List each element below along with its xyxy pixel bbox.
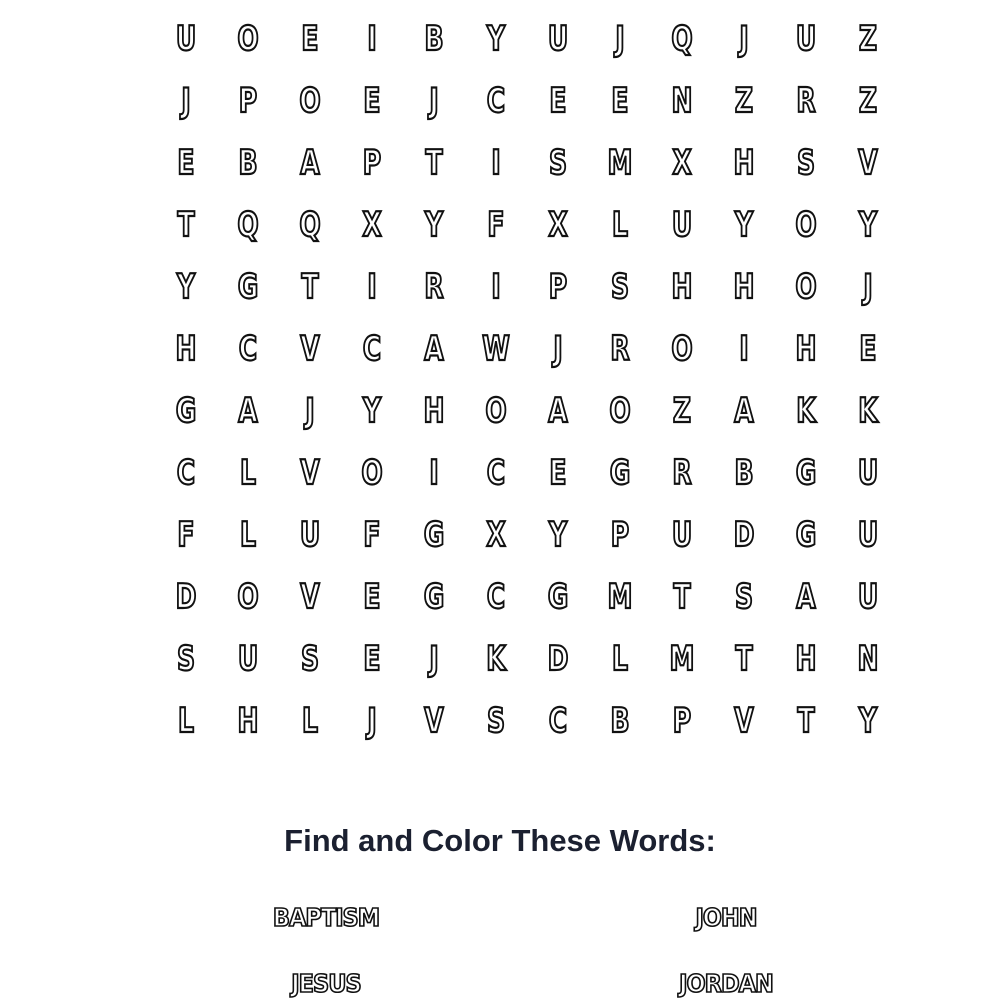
grid-letter: Z <box>734 81 754 121</box>
grid-letter: I <box>491 267 501 307</box>
grid-letter: H <box>795 639 817 679</box>
grid-letter: R <box>610 329 630 369</box>
grid-letter: H <box>423 391 445 431</box>
grid-letter: S <box>176 639 196 679</box>
grid-letter: R <box>672 453 692 493</box>
grid-letter: G <box>423 515 445 555</box>
grid-letter: J <box>305 391 315 431</box>
grid-letter: B <box>238 143 258 183</box>
grid-letter: H <box>175 329 197 369</box>
grid-letter: S <box>796 143 816 183</box>
grid-letter: C <box>548 701 568 741</box>
grid-letter: X <box>548 205 568 245</box>
grid-letter: L <box>240 515 256 555</box>
grid-letter: Y <box>548 515 568 555</box>
grid-letter: Q <box>237 205 259 245</box>
grid-letter: E <box>363 81 381 121</box>
grid-letter: L <box>240 453 256 493</box>
grid-letter: U <box>795 19 817 59</box>
grid-letter: E <box>549 453 567 493</box>
grid-letter: E <box>549 81 567 121</box>
grid-letter: O <box>795 205 817 245</box>
grid-letter: L <box>178 701 194 741</box>
grid-letter: V <box>300 329 320 369</box>
grid-letter: S <box>548 143 568 183</box>
grid-letter: Q <box>671 19 693 59</box>
grid-letter: J <box>615 19 625 59</box>
grid-letter: J <box>429 81 439 121</box>
grid-letter: Y <box>858 701 878 741</box>
grid-letter: H <box>795 329 817 369</box>
grid-letter: U <box>547 19 569 59</box>
grid-letter: R <box>796 81 816 121</box>
grid-letter: G <box>175 391 197 431</box>
grid-letter: H <box>671 267 693 307</box>
grid-letter: U <box>175 19 197 59</box>
grid-letter: H <box>237 701 259 741</box>
grid-letter: E <box>363 577 381 617</box>
grid-letter: V <box>300 453 320 493</box>
grid-letter: Y <box>486 19 506 59</box>
grid-letter: A <box>548 391 568 431</box>
grid-letter: O <box>299 81 321 121</box>
grid-letter: A <box>300 143 320 183</box>
grid-letter: P <box>610 515 630 555</box>
grid-letter: C <box>486 81 506 121</box>
grid-letter: D <box>175 577 197 617</box>
grid-letter: S <box>610 267 630 307</box>
grid-letter: A <box>238 391 258 431</box>
grid-letter: M <box>669 639 695 679</box>
grid-letter: Y <box>424 205 444 245</box>
grid-letter: P <box>672 701 692 741</box>
grid-letter: Q <box>299 205 321 245</box>
grid-letter: S <box>300 639 320 679</box>
grid-letter: X <box>486 515 506 555</box>
grid-letter: R <box>424 267 444 307</box>
grid-letter: P <box>238 81 258 121</box>
grid-letter: V <box>734 701 754 741</box>
grid-letter: M <box>607 577 633 617</box>
grid-letter: O <box>795 267 817 307</box>
grid-letter: Y <box>176 267 196 307</box>
grid-letter: A <box>734 391 754 431</box>
grid-letter: C <box>176 453 196 493</box>
grid-letter: Z <box>672 391 692 431</box>
grid-letter: H <box>733 143 755 183</box>
grid-letter: I <box>367 267 377 307</box>
grid-letter: O <box>671 329 693 369</box>
grid-letter: I <box>429 453 439 493</box>
word-to-find: JORDAN <box>679 969 773 998</box>
grid-letter: T <box>797 701 815 741</box>
grid-letter: L <box>612 205 628 245</box>
grid-letter: E <box>177 143 195 183</box>
word-to-find: JESUS <box>291 969 361 998</box>
grid-letter: B <box>610 701 630 741</box>
grid-letter: Y <box>734 205 754 245</box>
grid-letter: M <box>607 143 633 183</box>
grid-letter: K <box>858 391 878 431</box>
grid-letter: F <box>487 205 505 245</box>
grid-letter: O <box>485 391 507 431</box>
grid-letter: U <box>857 577 879 617</box>
grid-letter: U <box>671 515 693 555</box>
grid-letter: T <box>177 205 195 245</box>
grid-letter: O <box>361 453 383 493</box>
grid-letter: Z <box>858 81 878 121</box>
grid-letter: X <box>672 143 692 183</box>
grid-letter: A <box>424 329 444 369</box>
grid-letter: P <box>548 267 568 307</box>
grid-letter: T <box>735 639 753 679</box>
word-to-find: JOHN <box>695 903 757 932</box>
grid-letter: Y <box>362 391 382 431</box>
grid-letter: U <box>671 205 693 245</box>
grid-letter: O <box>609 391 631 431</box>
grid-letter: G <box>237 267 259 307</box>
grid-letter: U <box>299 515 321 555</box>
grid-letter: E <box>301 19 319 59</box>
grid-letter: H <box>733 267 755 307</box>
grid-letter: U <box>857 515 879 555</box>
grid-letter: T <box>301 267 319 307</box>
grid-letter: I <box>739 329 749 369</box>
grid-letter: C <box>238 329 258 369</box>
grid-letter: J <box>429 639 439 679</box>
grid-letter: C <box>486 453 506 493</box>
grid-letter: I <box>491 143 501 183</box>
grid-letter: C <box>362 329 382 369</box>
grid-letter: I <box>367 19 377 59</box>
grid-letter: V <box>858 143 878 183</box>
grid-letter: B <box>424 19 444 59</box>
grid-letter: S <box>486 701 506 741</box>
grid-letter: J <box>181 81 191 121</box>
grid-letter: U <box>857 453 879 493</box>
grid-letter: N <box>671 81 693 121</box>
word-to-find: BAPTISM <box>272 903 380 932</box>
word-search-grid <box>155 8 899 752</box>
grid-letter: G <box>423 577 445 617</box>
grid-letter: C <box>486 577 506 617</box>
grid-letter: E <box>859 329 877 369</box>
grid-letter: O <box>237 19 259 59</box>
grid-letter: Y <box>858 205 878 245</box>
grid-letter: O <box>237 577 259 617</box>
grid-letter: E <box>611 81 629 121</box>
grid-letter: S <box>734 577 754 617</box>
grid-letter: L <box>612 639 628 679</box>
grid-letter: J <box>863 267 873 307</box>
grid-letter: G <box>795 515 817 555</box>
grid-letter: J <box>367 701 377 741</box>
grid-letter: V <box>424 701 444 741</box>
grid-letter: V <box>300 577 320 617</box>
grid-letter: K <box>486 639 506 679</box>
grid-letter: J <box>553 329 563 369</box>
grid-letter: Z <box>858 19 878 59</box>
grid-letter: L <box>302 701 318 741</box>
word-list-heading: Find and Color These Words: <box>284 823 716 858</box>
grid-letter: D <box>547 639 569 679</box>
grid-letter: F <box>177 515 195 555</box>
grid-letter: G <box>609 453 631 493</box>
grid-letter: X <box>362 205 382 245</box>
grid-letter: J <box>739 19 749 59</box>
grid-letter: P <box>362 143 382 183</box>
grid-letter: F <box>363 515 381 555</box>
grid-letter: U <box>237 639 259 679</box>
grid-letter: G <box>795 453 817 493</box>
grid-letter: T <box>673 577 691 617</box>
grid-letter: G <box>547 577 569 617</box>
grid-letter: E <box>363 639 381 679</box>
grid-letter: T <box>425 143 443 183</box>
grid-letter: B <box>734 453 754 493</box>
grid-letter: K <box>796 391 816 431</box>
grid-letter: D <box>733 515 755 555</box>
grid-letter: A <box>796 577 816 617</box>
grid-letter: N <box>857 639 879 679</box>
grid-letter: W <box>482 329 510 369</box>
